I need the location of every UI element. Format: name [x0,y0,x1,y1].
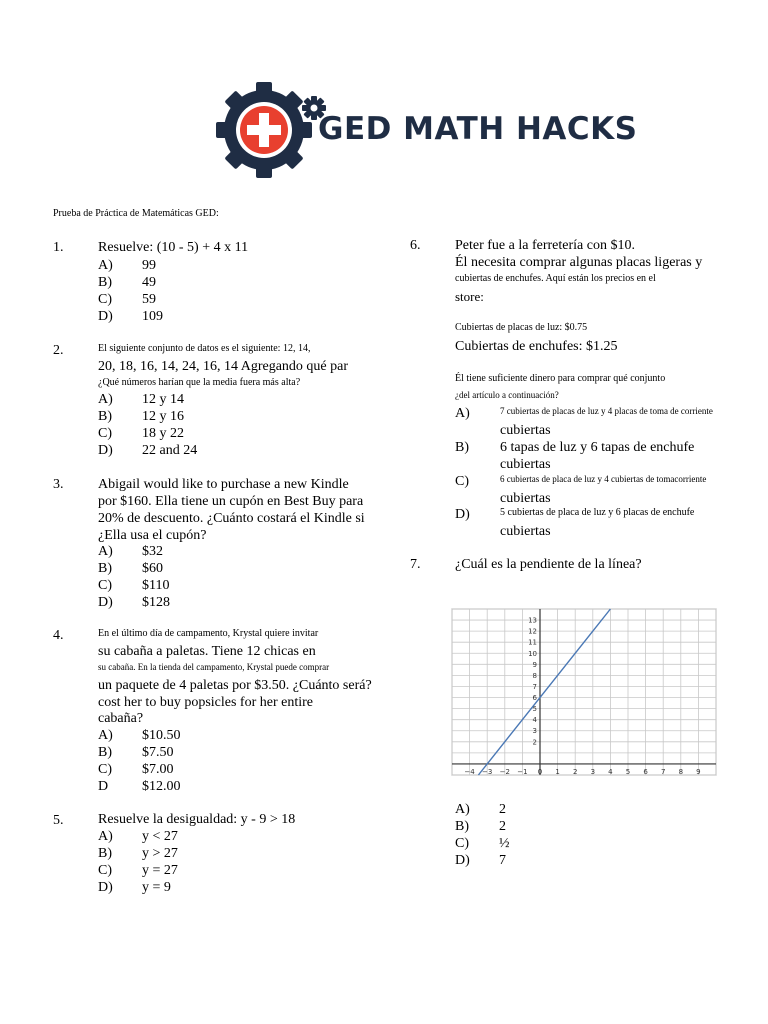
x-tick-label: −3 [482,767,493,776]
question-text-line: cost her to buy popsicles for her entire [98,695,313,710]
y-tick-label: 4 [532,716,537,725]
question-number: 5. [53,813,64,828]
question-number: 1. [53,240,64,255]
question-text-line: 20, 18, 16, 14, 24, 16, 14 Agregando qué par [98,359,349,374]
x-tick-label: 5 [625,767,631,776]
x-tick-label: 3 [590,767,596,776]
x-tick-label: 2 [572,767,578,776]
question-number: 3. [53,477,64,492]
logo-text: GED MATH HACKS [318,111,638,147]
question-text-line: ¿del artículo a continuación? [455,390,559,400]
question-number: 2. [53,343,64,358]
x-tick-label: 0 [537,767,543,776]
page-subtitle: Prueba de Práctica de Matemáticas GED: [53,208,219,219]
question-text-line: por $160. Ella tiene un cupón en Best Buy para [98,494,364,509]
option-b-text-cont: cubiertas [500,457,551,472]
question-text-line: ¿Qué números harían que la media fuera más alta? [98,377,301,388]
y-tick-label: 9 [532,660,537,669]
option-d-text-cont: cubiertas [500,524,551,539]
question-text-line: store: [455,289,484,304]
y-tick-label: 7 [532,682,537,691]
y-tick-label: 2 [532,738,537,747]
question-text-line: Abigail would like to purchase a new Kindle [98,477,349,492]
x-tick-label: 1 [555,767,560,776]
option-d-text: 5 cubiertas de placa de luz y 6 placas de enchufe [500,507,695,518]
x-tick-label: −2 [499,767,510,776]
option-c-text-cont: cubiertas [500,491,551,506]
question-text-line: El siguiente conjunto de datos es el siguiente: 12, 14, [98,343,311,354]
option-a-text-cont: cubiertas [500,423,551,438]
question-text: Resuelve: (10 - 5) + 4 x 11 [98,240,249,255]
question-text: ¿Cuál es la pendiente de la línea? [455,557,642,572]
x-tick-label: 9 [696,767,701,776]
question-number: 7. [410,557,421,572]
question-text: Resuelve la desigualdad: y - 9 > 18 [98,812,296,827]
option-c-text: 6 cubiertas de placa de luz y 4 cubiertas de tomacorriente [500,474,707,484]
question-number: 6. [410,238,421,253]
y-tick-label: 6 [532,694,537,703]
gear-icon [216,82,312,178]
y-tick-label: 11 [528,638,537,647]
question-text-line: 20% de descuento. ¿Cuánto costará el Kindle si [98,511,365,526]
question-text-line: Él necesita comprar algunas placas ligeras y [455,255,703,270]
question-text-line: Cubiertas de placas de luz: $0.75 [455,322,588,333]
option-b-text: 6 tapas de luz y 6 tapas de enchufe [500,440,695,455]
question-text-line: su cabaña a paletas. Tiene 12 chicas en [98,644,316,659]
x-tick-label: 4 [608,767,613,776]
question-text-line: En el último día de campamento, Krystal quiere invitar [98,628,319,639]
y-tick-label: 8 [532,671,537,680]
y-tick-label: 3 [532,727,537,736]
question-number: 4. [53,628,64,643]
question-text-line: su cabaña. En la tienda del campamento, Krystal puede comprar [98,662,330,672]
y-tick-label: 12 [528,627,537,636]
question-text-line: Peter fue a la ferretería con $10. [455,238,635,253]
question-text-line: cabaña? [98,711,144,726]
x-tick-label: −1 [517,767,528,776]
y-tick-label: 13 [528,616,537,625]
slope-graph [448,605,720,783]
question-text-line: ¿Ella usa el cupón? [98,528,207,543]
question-text-line: Él tiene suficiente dinero para comprar qué conjunto [455,373,666,384]
y-tick-label: 5 [532,705,537,714]
y-tick-label: 10 [528,649,537,658]
graph-frame [452,609,716,775]
option-a-text: 7 cubiertas de placas de luz y 4 placas de toma de corriente [500,406,713,416]
question-text-line: un paquete de 4 paletas por $3.50. ¿Cuánto será? [98,678,372,693]
question-text-line: cubiertas de enchufes. Aquí están los precios en el [455,273,656,284]
x-tick-label: −4 [464,767,475,776]
x-tick-label: 8 [678,767,684,776]
x-tick-label: 6 [643,767,648,776]
question-text-line: Cubiertas de enchufes: $1.25 [455,339,618,354]
x-tick-label: 7 [660,767,666,776]
